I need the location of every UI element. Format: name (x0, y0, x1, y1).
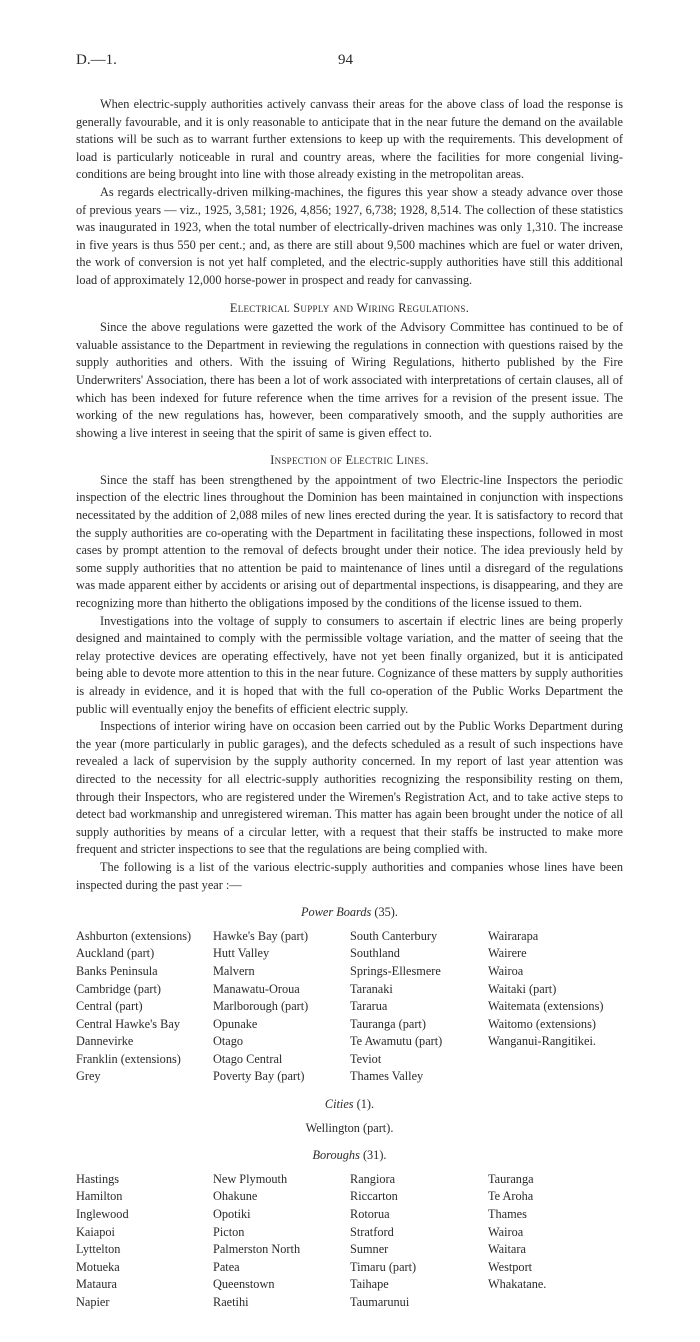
list-item: Palmerston North (213, 1242, 301, 1257)
list-item: Thames Valley (350, 1069, 424, 1084)
list-item: Hastings (76, 1171, 120, 1186)
list-item: Dannevirke (76, 1034, 134, 1049)
list-item: Westport (488, 1259, 533, 1274)
list-item: Waitara (488, 1242, 526, 1257)
list-item: Raetihi (213, 1295, 249, 1309)
list-item: Waitemata (extensions) (488, 999, 604, 1014)
paragraph: Since the above regulations were gazetted the work of the Advisory Committee has continued to be of valuable assistance to the Department in reviewing the regulations in connection with questions raised by the supply authorities and others. With the issuing of Wiring Regulations, hitherto published by the Fire Underwriters' Association, there has been a lot of work associated with interpretations of certain clauses, all of which has been indexed for future reference when the time arrives for a revision of the present issue. The working of the new regulations has, however, been comparatively smooth, and the supply authorities are showing a live interest in seeing that the spirit of same is given effect to. (76, 320, 623, 440)
list-item: Otago (213, 1034, 244, 1049)
list-item: Cambridge (part) (76, 981, 162, 996)
list-item: Hamilton (76, 1189, 123, 1204)
list-item: Wairarapa (488, 928, 539, 943)
list-item: Lyttelton (76, 1242, 121, 1257)
paragraph: Inspections of interior wiring have on occasion been carried out by the Public Works Department during the year (more particularly in public garages), and the defects scheduled as a result of such inspections have revealed a lack of supervision by the supply authority concerned. In my report of last year attention was directed to the necessity for all electric-supply authorities recognizing the responsibility resting on them, through their Inspectors, who are registered under the Wiremen's Registration Act, and to take active steps to detect bad workmanship and unregistered wireman. This matter has again been brought under the notice of all supply authorities by means of a circular letter, with a request that their staffs be instructed to make more frequent and stricter inspections to see that the regulations are being complied with. (76, 719, 623, 857)
list-item: Franklin (extensions) (76, 1051, 181, 1066)
list-item: Grey (76, 1069, 101, 1084)
wiring-regulations-section (76, 300, 623, 443)
list-item: Thames (488, 1207, 527, 1222)
list-item: Banks Peninsula (76, 963, 158, 978)
section-heading: Inspection of Electric Lines. (270, 453, 429, 468)
list-item: Wairoa (488, 963, 524, 978)
list-item: Southland (350, 946, 400, 961)
inspection-section (76, 452, 623, 894)
list-item: Inglewood (76, 1207, 129, 1222)
list-item: Patea (213, 1259, 240, 1274)
list-item: Whakatane. (488, 1277, 547, 1292)
list-item: Marlborough (part) (213, 999, 309, 1014)
power-boards-grid (76, 928, 623, 1086)
document-page (76, 0, 623, 1342)
list-item: Riccarton (350, 1189, 398, 1204)
power-boards-list (76, 904, 623, 1086)
list-column (488, 1171, 623, 1312)
page-header (76, 52, 623, 72)
intro-section (76, 96, 623, 290)
list-item: Ohakune (213, 1189, 258, 1204)
paragraph: Investigations into the voltage of supply to consumers to ascertain if electric lines are being properly designed and maintained to comply with the permissible voltage variation, and the matter of seeing that the relay protective devices are operating effectively, have not yet been finally organized, but it is anticipated being able to devote more attention to this in the near future. Cognizance of these matters by supply authorities is already in evidence, and it is hoped that with the full co-operation of the Public Works Department the public will eventually enjoy the benefits of efficient electric supply. (76, 613, 623, 716)
list-item: Wellington (part). (305, 1120, 394, 1135)
list-item: Otago Central (213, 1051, 283, 1066)
page-number: 94 (338, 52, 353, 68)
list-item: Kaiapoi (76, 1224, 115, 1239)
paragraph: When electric-supply authorities actively canvass their areas for the above class of load the response is generally favourable, and it is only reasonable to anticipate that in the near future the demand on the available stations will be such as to warrant further extensions to keep up with the requirements. This development of load is particularly noticeable in rural and country areas, where the facilities for more congenial living-conditions are being brought into line with those already existing in the metropolitan areas. (76, 97, 623, 182)
list-item: Wanganui-Rangitikei. (488, 1034, 596, 1049)
list-item: Timaru (part) (350, 1259, 417, 1274)
list-item: Rotorua (350, 1207, 390, 1222)
list-item: Mataura (76, 1277, 117, 1292)
list-column (350, 928, 488, 1086)
list-item: Opunake (213, 1016, 258, 1031)
list-item: South Canterbury (350, 928, 438, 943)
boroughs-list (76, 1147, 623, 1311)
list-item: Wairoa (488, 1224, 524, 1239)
list-column (213, 928, 350, 1086)
list-item: Waitomo (extensions) (488, 1016, 596, 1031)
list-item: Teviot (350, 1051, 382, 1066)
list-item: Manawatu-Oroua (213, 981, 300, 996)
list-item: Rangiora (350, 1171, 396, 1186)
list-item: Poverty Bay (part) (213, 1069, 305, 1084)
list-item: Central Hawke's Bay (76, 1016, 180, 1031)
list-item: Picton (213, 1224, 245, 1239)
list-item: Taihape (350, 1277, 389, 1292)
section-heading: Electrical Supply and Wiring Regulations. (229, 300, 470, 315)
list-item: Hutt Valley (213, 946, 270, 961)
paragraph: As regards electrically-driven milking-machines, the figures this year show a steady advance over those of previous years — viz., 1925, 3,581; 1926, 4,856; 1927, 6,738; 1928, 8,514. The collection of these statistics was inaugurated in 1923, when the total number of electrically-driven machines was only 1,310. The increase in five years is thus 550 per cent.; and, as there are still about 9,500 machines which are fuel or water driven, the work of conversion is not yet half completed, and the electric-supply authorities have still this additional load of approximately 12,000 horse-power in prospect and ready for canvassing. (76, 184, 623, 287)
list-heading: Power Boards (35). (301, 905, 398, 920)
list-item: Malvern (213, 963, 255, 978)
paragraph: The following is a list of the various electric-supply authorities and companies whose lines have been inspected during the past year :— (76, 859, 623, 892)
cities-list (76, 1096, 623, 1137)
boroughs-grid (76, 1171, 623, 1312)
list-item: Opotiki (213, 1207, 251, 1222)
list-item: Taranaki (350, 981, 393, 996)
list-column (76, 928, 213, 1086)
list-item: Te Aroha (488, 1189, 534, 1204)
list-item: Sumner (350, 1242, 389, 1257)
list-item: Tararua (350, 999, 388, 1014)
list-item: Tauranga (488, 1171, 534, 1186)
list-item: Waitaki (part) (488, 981, 557, 996)
list-item: Taumarunui (350, 1295, 410, 1309)
list-item: New Plymouth (213, 1171, 288, 1186)
list-item: Queenstown (213, 1277, 275, 1292)
list-heading: Cities (1). (324, 1097, 375, 1112)
list-item: Ashburton (extensions) (76, 928, 192, 943)
list-item: Wairere (488, 946, 527, 961)
list-item: Stratford (350, 1224, 394, 1239)
list-column (488, 928, 623, 1086)
list-item: Tauranga (part) (350, 1016, 426, 1031)
list-item: Napier (76, 1295, 110, 1309)
list-heading: Boroughs (31). (312, 1148, 387, 1163)
list-column (76, 1171, 213, 1312)
list-column (350, 1171, 488, 1312)
list-item: Hawke's Bay (part) (213, 928, 309, 943)
list-item: Springs-Ellesmere (350, 963, 441, 978)
paragraph: Since the staff has been strengthened by the appointment of two Electric-line Inspectors the periodic inspection of the electric lines throughout the Dominion has been maintained in conjunction with inspections necessitated by the addition of 2,088 miles of new lines erected during the year. It is satisfactory to record that the supply authorities are co-operating with the Department in facilitating these inspections, followed in most cases by prompt attention to the removal of defects brought under their notice. The idea previously held by some supply authorities that no attention be paid to maintenance of lines until a disregard of the regulations was made apparent either by accidents or arising out of departmental inspections, is disappearing, and they are recognizing more than hitherto the obligations imposed by the conditions of the license issued to them. (76, 472, 623, 611)
document-reference: D.—1. (76, 52, 117, 68)
list-item: Motueka (76, 1259, 120, 1274)
list-item: Central (part) (76, 999, 143, 1014)
list-item: Te Awamutu (part) (350, 1034, 443, 1049)
list-item: Auckland (part) (76, 946, 155, 961)
list-column (213, 1171, 350, 1312)
